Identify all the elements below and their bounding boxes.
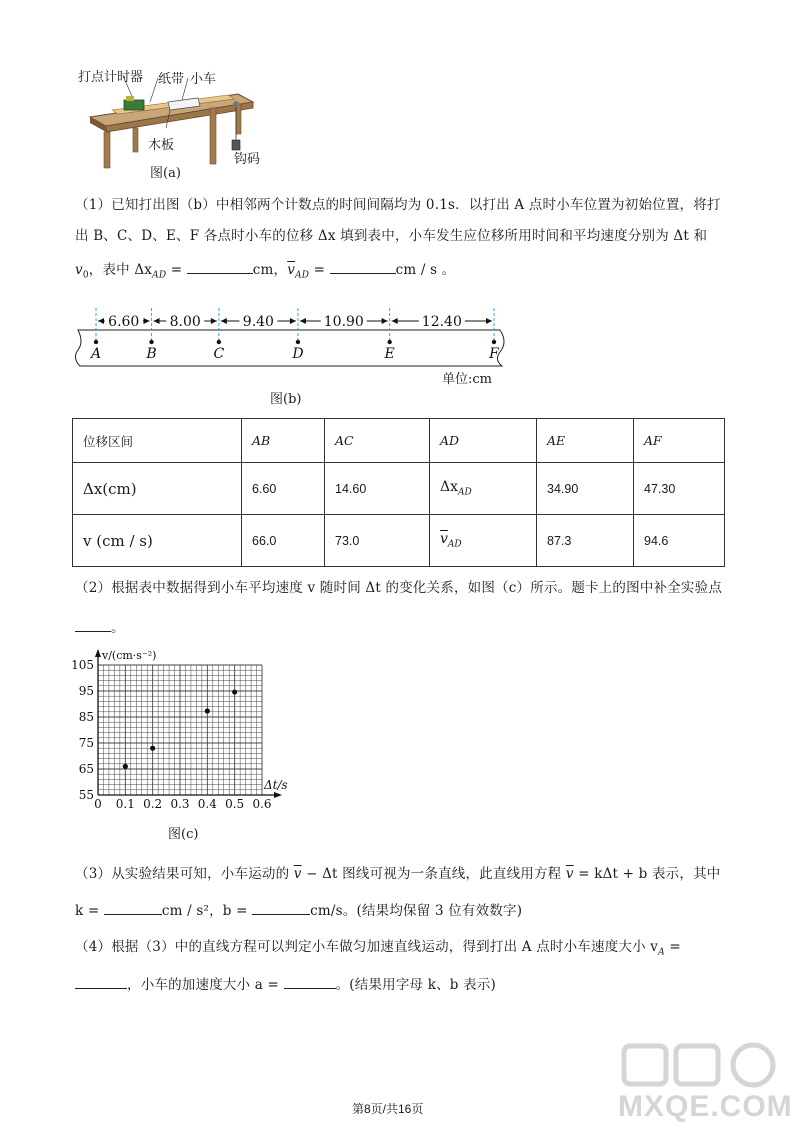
x-tick-label: 0.4	[197, 797, 217, 811]
tape-point	[149, 340, 153, 344]
figure-b	[70, 302, 510, 412]
q4-line2	[75, 974, 496, 995]
label-board: 木板	[148, 138, 175, 153]
table-cell: 6.60	[242, 463, 325, 515]
y-tick-label: 55	[78, 788, 94, 802]
watermark	[618, 1040, 798, 1128]
x-axis-label: Δt/s	[264, 778, 288, 792]
q1-line1: （1）已知打出图（b）中相邻两个计数点的时间间隔均为 0.1s．以打出 A 点时小车位置为初始位置，将打	[75, 197, 721, 213]
label-tape: 纸带	[158, 72, 185, 87]
q3-text-c: − Δt 图线可视为一条直线，此直线用方程	[301, 866, 566, 882]
table-row	[73, 515, 725, 567]
x-tick-label: 0.5	[225, 797, 245, 811]
v-ad-sub-cell: AD	[447, 539, 462, 550]
label-weight: 钩码	[234, 152, 261, 167]
arrow-head-icon	[290, 318, 296, 324]
v-bar-symbol-q3b: $\overline{v}$	[565, 866, 574, 882]
y-axis-label: v/(cm·s⁻²)	[102, 649, 157, 662]
table-header-row	[73, 419, 725, 463]
q3-text-a: （3）从实验结果可知，小车运动的	[75, 866, 294, 882]
tape-unit: 单位:cm	[442, 372, 492, 387]
tape-point-label: D	[292, 346, 304, 362]
tape-point	[217, 340, 221, 344]
v-bar-symbol: $\overline{v}$	[287, 262, 296, 278]
answer-blank-va[interactable]	[75, 974, 127, 989]
data-point	[150, 746, 155, 751]
q3-line1	[75, 864, 720, 884]
table-header-cell: AE	[537, 419, 634, 463]
q1-eq2: =	[309, 262, 330, 278]
q1-line2: 出 B、C、D、E、F 各点时小车的位移 Δx 填到表中，小车发生应位移所用时间和平均速度分别为 Δt 和	[75, 228, 708, 244]
x-tick-label: 0.6	[252, 797, 272, 811]
v0-symbol: v	[75, 262, 83, 278]
arrow-head-icon	[98, 318, 104, 324]
tape-point-label: C	[213, 346, 225, 362]
tape-point	[492, 340, 496, 344]
arrow-head-icon	[211, 318, 217, 324]
y-axis-arrow-icon	[95, 649, 101, 657]
table-cell: 14.60	[325, 463, 430, 515]
q4-note: 。(结果用字母 k、b 表示)	[335, 977, 496, 993]
tape-segment-label: 10.90	[323, 314, 364, 330]
v-ad-symbol: $\overline{v}$	[440, 531, 448, 548]
q3-note: cm/s。(结果均保留 3 位有效数字)	[310, 903, 523, 919]
scatter-chart	[70, 645, 310, 825]
data-point	[123, 764, 128, 769]
data-table	[72, 418, 725, 567]
table-cell: 73.0	[325, 515, 430, 567]
q1-unit-cm: cm，	[252, 262, 288, 278]
answer-blank-b[interactable]	[252, 900, 310, 915]
tape-point	[296, 340, 300, 344]
table-row	[73, 463, 725, 515]
watermark-text: MXQE.COM	[618, 1090, 793, 1123]
table-cell: 94.6	[634, 515, 725, 567]
table-cell: 34.90	[537, 463, 634, 515]
tape-point-label: E	[384, 346, 395, 362]
table-cell-dx-ad[interactable]	[430, 463, 537, 515]
table-cell: 47.30	[634, 463, 725, 515]
q1-line3	[75, 259, 455, 286]
arrow-head-icon	[392, 318, 398, 324]
table-header-cell: AC	[325, 419, 430, 463]
answer-blank-dx-ad[interactable]	[187, 259, 253, 274]
dx-ad-symbol: Δx	[440, 479, 459, 496]
dx-ad-sub-cell: AD	[458, 487, 472, 498]
x-tick-label: 0	[94, 797, 102, 811]
q3-k-eq: k =	[75, 903, 104, 919]
arrow-head-icon	[486, 318, 492, 324]
table-header-cell: AD	[430, 419, 537, 463]
tape-point	[387, 340, 391, 344]
y-tick-label: 65	[78, 762, 94, 776]
q4-text: （4）根据（3）中的直线方程可以判定小车做匀加速直线运动，得到打出 A 点时小车速度大小 v	[75, 939, 659, 955]
x-tick-label: 0.1	[115, 797, 135, 811]
answer-blank-v-ad[interactable]	[330, 259, 396, 274]
figure-a-caption: 图(a)	[150, 166, 181, 181]
v0-sub: 0	[82, 270, 89, 281]
arrow-head-icon	[144, 318, 150, 324]
y-tick-label: 95	[78, 684, 94, 698]
q2-line2	[75, 617, 125, 638]
answer-blank-a[interactable]	[284, 974, 336, 989]
answer-blank-q2[interactable]	[75, 617, 111, 632]
figure-c	[70, 645, 310, 845]
tape-point-label: F	[489, 346, 499, 362]
x-tick-label: 0.2	[143, 797, 163, 811]
figure-b-caption: 图(b)	[270, 392, 302, 407]
tape-segment-label: 6.60	[108, 314, 140, 330]
q2-line1: （2）根据表中数据得到小车平均速度 v 随时间 Δt 的变化关系，如图（c）所示。题卡上的图中补全实验点	[75, 580, 723, 596]
v-bar-symbol-q3a: $\overline{v}$	[293, 866, 302, 882]
arrow-head-icon	[300, 318, 306, 324]
data-point	[232, 689, 237, 694]
va-sub: A	[658, 947, 665, 958]
q1-eq1: =	[166, 262, 187, 278]
q1-text-dx: ，表中 Δx	[88, 262, 153, 278]
v-ad-sub: AD	[295, 270, 310, 281]
q4-a-eq: ，小车的加速度大小 a =	[127, 977, 284, 993]
tape-segment-label: 8.00	[169, 314, 201, 330]
dx-ad-sub: AD	[152, 270, 167, 281]
ticker-tape	[70, 302, 510, 374]
q3-b-eq: cm / s²，b =	[161, 903, 253, 919]
label-cart: 小车	[190, 72, 217, 87]
table-header-cell: 位移区间	[73, 419, 242, 463]
q1-unit-cms: cm / s 。	[395, 262, 456, 278]
label-timer: 打点计时器	[78, 70, 144, 85]
tape-segment-label: 9.40	[242, 314, 274, 330]
q4-eq: =	[664, 939, 681, 955]
y-tick-label: 85	[78, 710, 94, 724]
tape-point-label: A	[90, 346, 102, 362]
tape-point-label: B	[146, 346, 157, 362]
data-point	[205, 708, 210, 713]
table-header-cell: AB	[242, 419, 325, 463]
tape-segment-label: 12.40	[421, 314, 462, 330]
table-cell-v-ad[interactable]	[430, 515, 537, 567]
row-label-v: v (cm / s)	[73, 515, 242, 567]
figure-a	[78, 62, 298, 182]
q3-line2	[75, 900, 522, 921]
y-tick-label: 75	[78, 736, 94, 750]
table-cell: 87.3	[537, 515, 634, 567]
x-axis-arrow-icon	[274, 792, 282, 798]
arrow-head-icon	[221, 318, 227, 324]
table-cell: 66.0	[242, 515, 325, 567]
y-tick-label: 105	[71, 658, 94, 672]
q2-period: 。	[111, 620, 125, 636]
tape-point	[94, 340, 98, 344]
watermark-logo-icon	[618, 1040, 788, 1090]
q3-text-e: = kΔt + b 表示，其中	[573, 866, 721, 882]
page-number: 第8页/共16页	[352, 1102, 424, 1116]
row-label-dx: Δx(cm)	[73, 463, 242, 515]
figure-c-caption: 图(c)	[168, 827, 199, 842]
arrow-head-icon	[382, 318, 388, 324]
answer-blank-k[interactable]	[104, 900, 162, 915]
x-tick-label: 0.3	[170, 797, 190, 811]
table-header-cell: AF	[634, 419, 725, 463]
chart-grid	[98, 665, 262, 795]
q4-line1	[75, 937, 681, 963]
arrow-head-icon	[154, 318, 160, 324]
